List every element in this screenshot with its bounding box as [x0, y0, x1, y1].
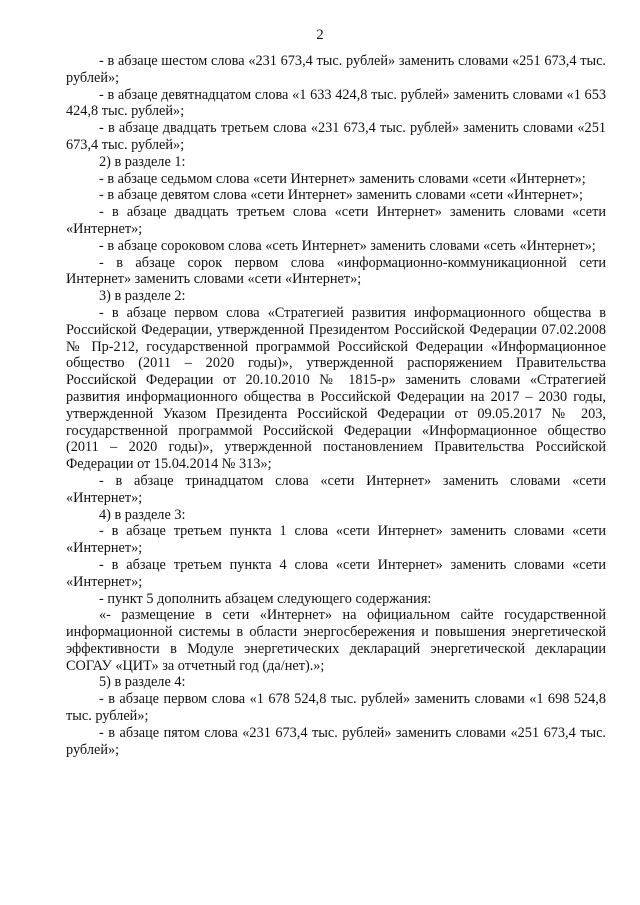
paragraph: - в абзаце сорок первом слова «информационно-коммуникационной сети Интернет» заменить словами «сети «Интернет»; — [66, 254, 606, 288]
section-heading: 2) в разделе 1: — [99, 153, 186, 170]
paragraph: - в абзаце седьмом слова «сети Интернет» заменить словами «сети «Интернет»; — [99, 170, 586, 187]
paragraph: - в абзаце девятнадцатом слова «1 633 424,8 тыс. рублей» заменить словами «1 653 424,8 тыс. рублей»; — [66, 86, 606, 120]
section-heading: 4) в разделе 3: — [99, 506, 186, 523]
paragraph: - пункт 5 дополнить абзацем следующего содержания: — [99, 590, 432, 607]
paragraph: - в абзаце двадцать третьем слова «сети Интернет» заменить словами «сети «Интернет»; — [66, 204, 606, 237]
paragraph: - в абзаце первом слова «Стратегией развития информационного общества в Российской Федерации, утвержденной Президентом Российской Федерации 07.02.2008 № Пр-212, государственной программой Российской Федерации «Информационное общество (2011 – 2020 годы)», утвержденной распоряжением Правительства Российской Федерации от 20.10.2010 № 1815-р» заменить словами «Стратегией развития информационного общества в Российской Федерации на 2017 – 2030 годы, утвержденной Указом Президента Российской Федерации от 09.05.2017 № 203, государственной программой Российской Федерации «Информационное общество (2011 – 2020 годы)», утвержденной постановлением Правительства Российской Федерации от 15.04.2014 № 313»; — [66, 304, 606, 473]
paragraph: - в абзаце двадцать третьем слова «231 673,4 тыс. рублей» заменить словами «251 673,4 тыс. рублей»; — [66, 120, 606, 153]
paragraph: «- размещение в сети «Интернет» на официальном сайте государственной информационной системы в области энергосбережения и повышения энергетической эффективности в Модуле энергетических деклараций энергетической декларации СОГАУ «ЦИТ» за отчетный год (да/нет).»; — [66, 607, 606, 674]
paragraph: - в абзаце шестом слова «231 673,4 тыс. рублей» заменить словами «251 673,4 тыс. рублей»; — [66, 53, 606, 86]
paragraph: - в абзаце третьем пункта 1 слова «сети Интернет» заменить словами «сети «Интернет»; — [66, 523, 606, 557]
paragraph: - в абзаце третьем пункта 4 слова «сети Интернет» заменить словами «сети «Интернет»; — [66, 556, 606, 590]
paragraph: - в абзаце пятом слова «231 673,4 тыс. рублей» заменить словами «251 673,4 тыс. рублей»; — [66, 724, 606, 758]
paragraph: - в абзаце сороковом слова «сеть Интернет» заменить словами «сеть «Интернет»; — [99, 237, 596, 254]
page-number: 2 — [316, 27, 324, 43]
section-heading: 5) в разделе 4: — [99, 674, 186, 691]
paragraph: - в абзаце тринадцатом слова «сети Интернет» заменить словами «сети «Интернет»; — [66, 472, 606, 506]
paragraph: - в абзаце первом слова «1 678 524,8 тыс. рублей» заменить словами «1 698 524,8 тыс. рублей»; — [66, 691, 606, 725]
paragraph: - в абзаце девятом слова «сети Интернет» заменить словами «сети «Интернет»; — [99, 187, 583, 204]
section-heading: 3) в разделе 2: — [99, 288, 186, 305]
document-body — [66, 53, 606, 758]
